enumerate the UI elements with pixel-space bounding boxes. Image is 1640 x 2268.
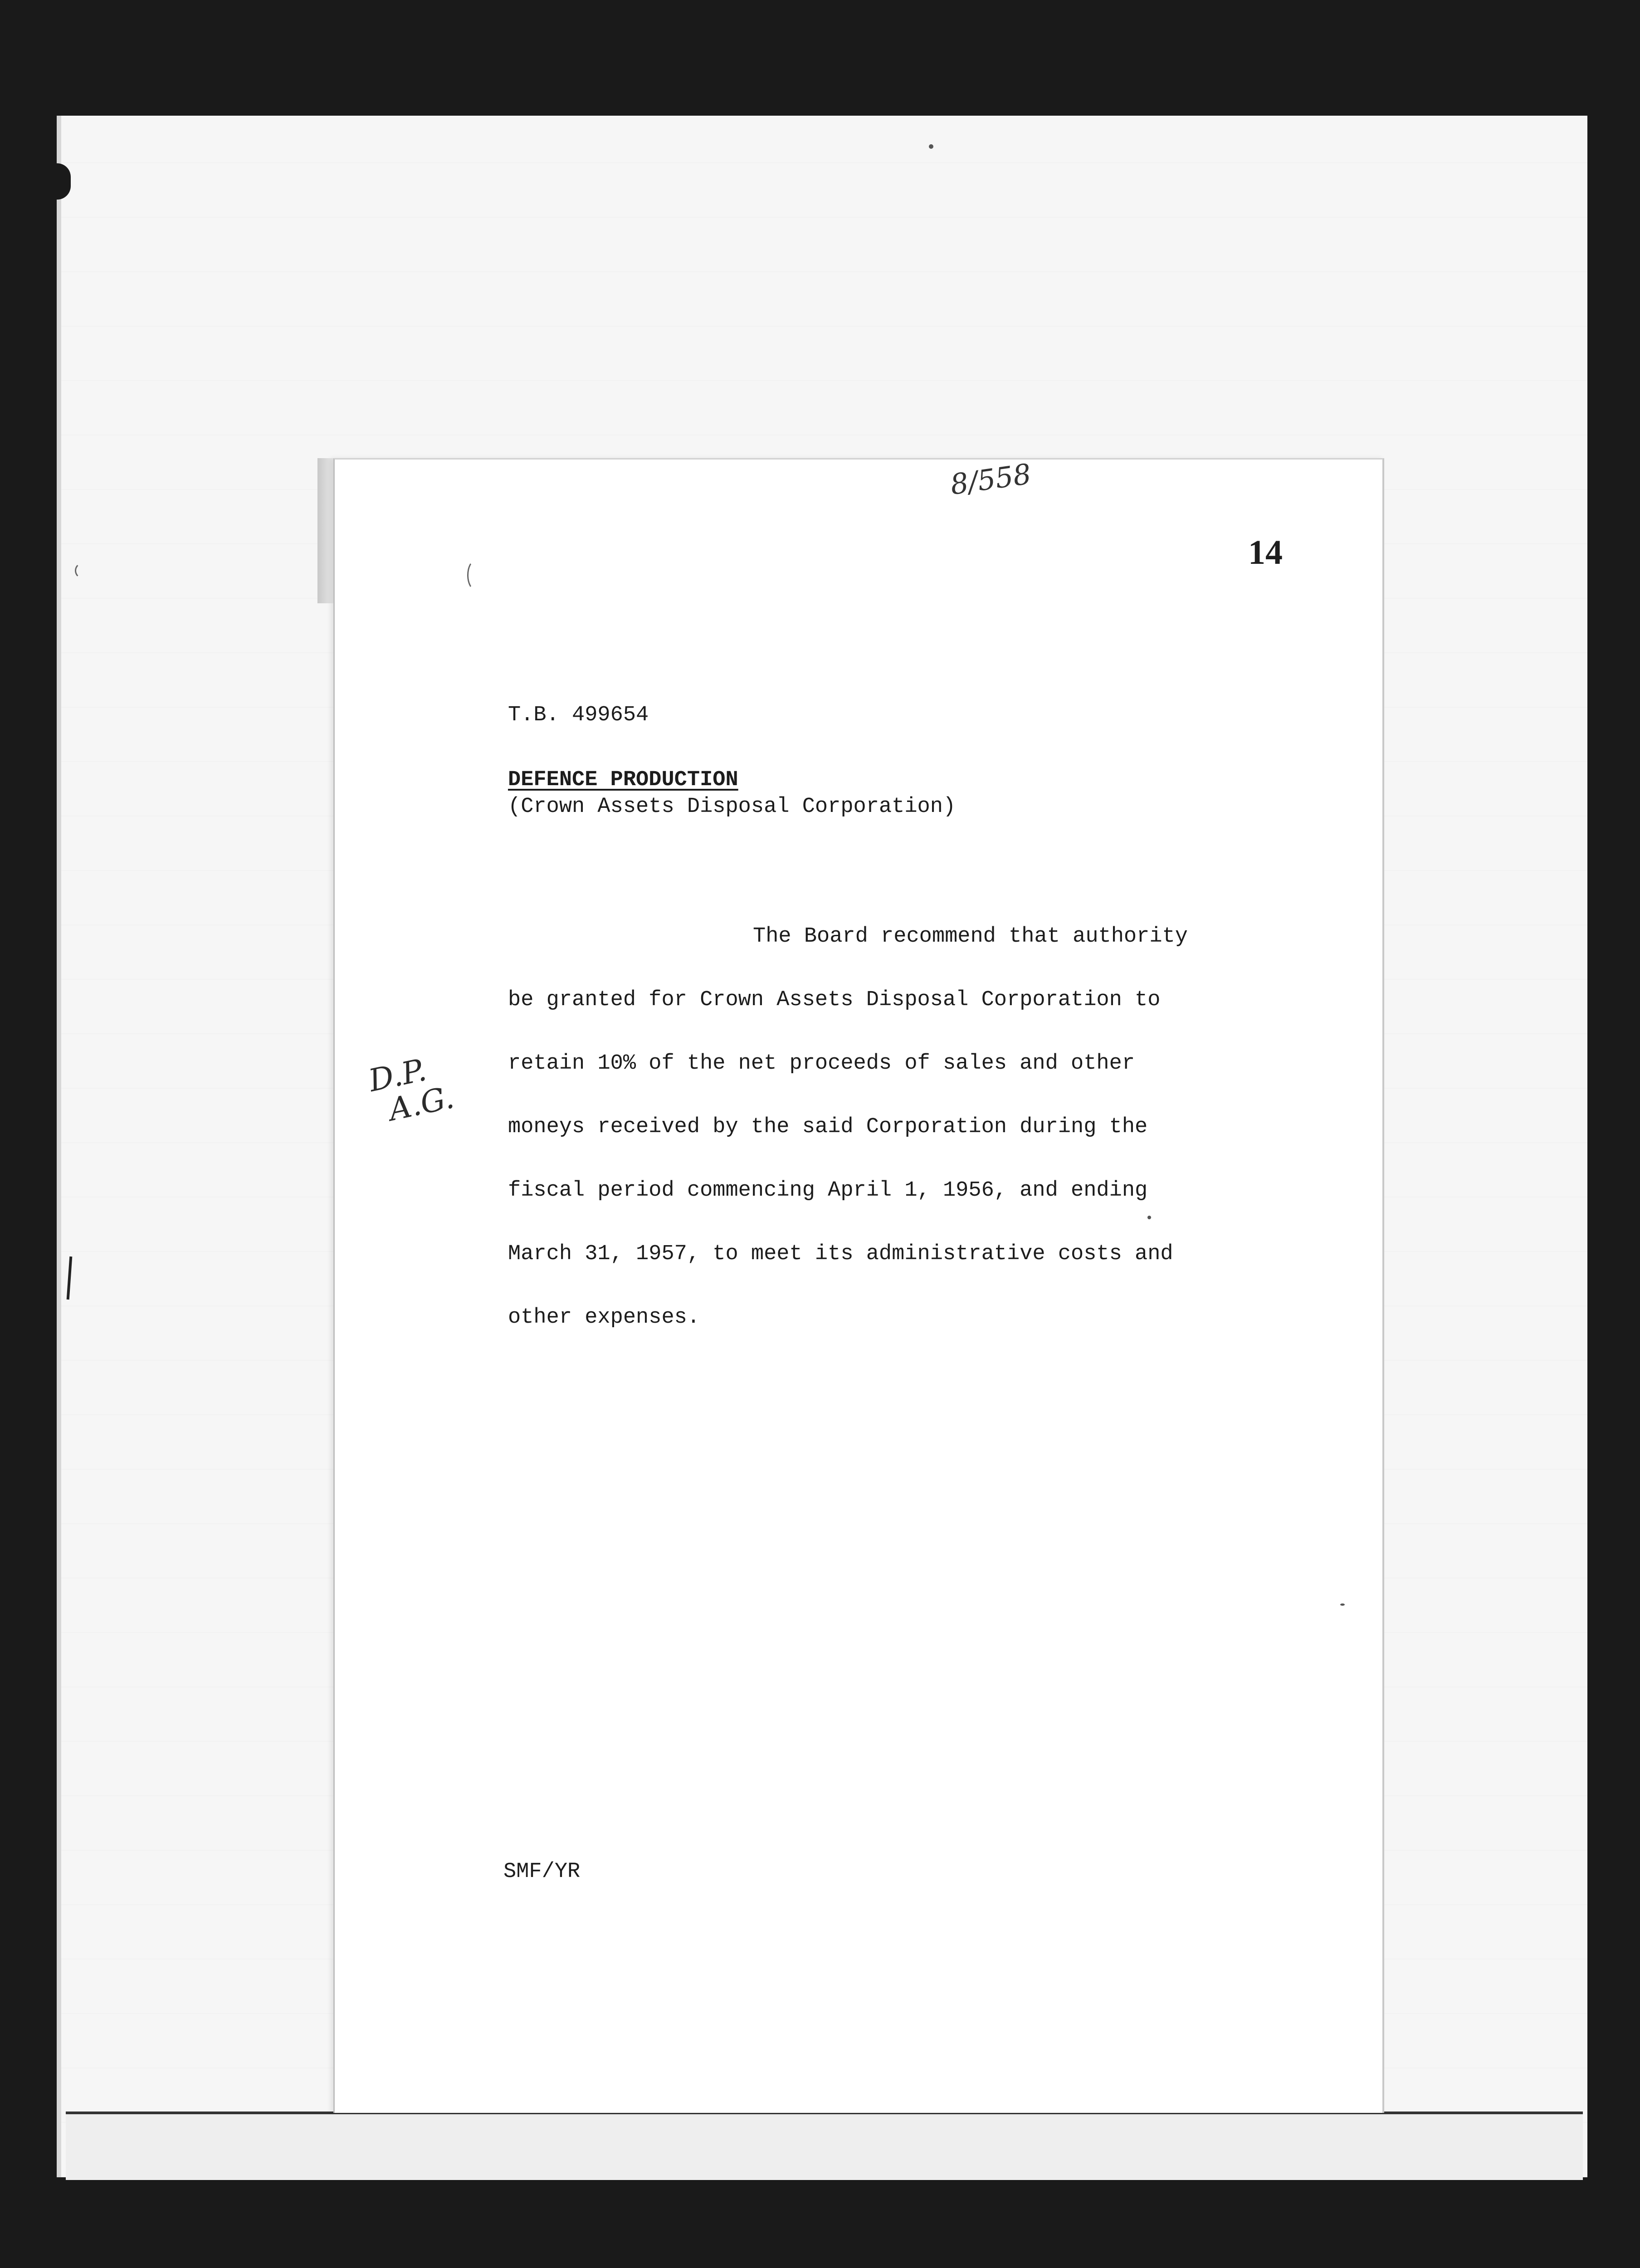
paragraph-line: fiscal period commencing April 1, 1956, and ending xyxy=(508,1178,1148,1202)
paragraph-line: moneys received by the said Corporation during the xyxy=(508,1115,1148,1139)
paragraph-line: be granted for Crown Assets Disposal Corporation to xyxy=(508,988,1161,1012)
page-number: 14 xyxy=(1248,533,1283,572)
reference-number: T.B. 499654 xyxy=(508,703,649,727)
scan-speck xyxy=(1340,1603,1345,1606)
typist-initials: SMF/YR xyxy=(503,1860,581,1884)
backing-sheet-edge xyxy=(57,116,61,2177)
scan-speck xyxy=(929,144,933,149)
initials-line-2: A.G. xyxy=(386,1079,457,1129)
paragraph-line: The Board recommend that authority xyxy=(753,924,1188,948)
scan-stray-mark xyxy=(75,562,91,579)
scan-stray-mark xyxy=(467,560,483,590)
document-heading: DEFENCE PRODUCTION xyxy=(508,768,738,792)
document-subheading: (Crown Assets Disposal Corporation) xyxy=(508,795,956,819)
paragraph-line: retain 10% of the net proceeds of sales and other xyxy=(508,1051,1135,1075)
handwritten-reference: 8/558 xyxy=(948,457,1033,502)
recommendation-paragraph xyxy=(508,924,1215,1369)
initials-line-1: D.P. xyxy=(366,1052,430,1100)
scan-speck xyxy=(1147,1216,1151,1219)
scan-bottom-band xyxy=(66,2112,1583,2180)
paragraph-line: March 31, 1957, to meet its administrative costs and xyxy=(508,1242,1173,1266)
paragraph-line: other expenses. xyxy=(508,1305,700,1330)
